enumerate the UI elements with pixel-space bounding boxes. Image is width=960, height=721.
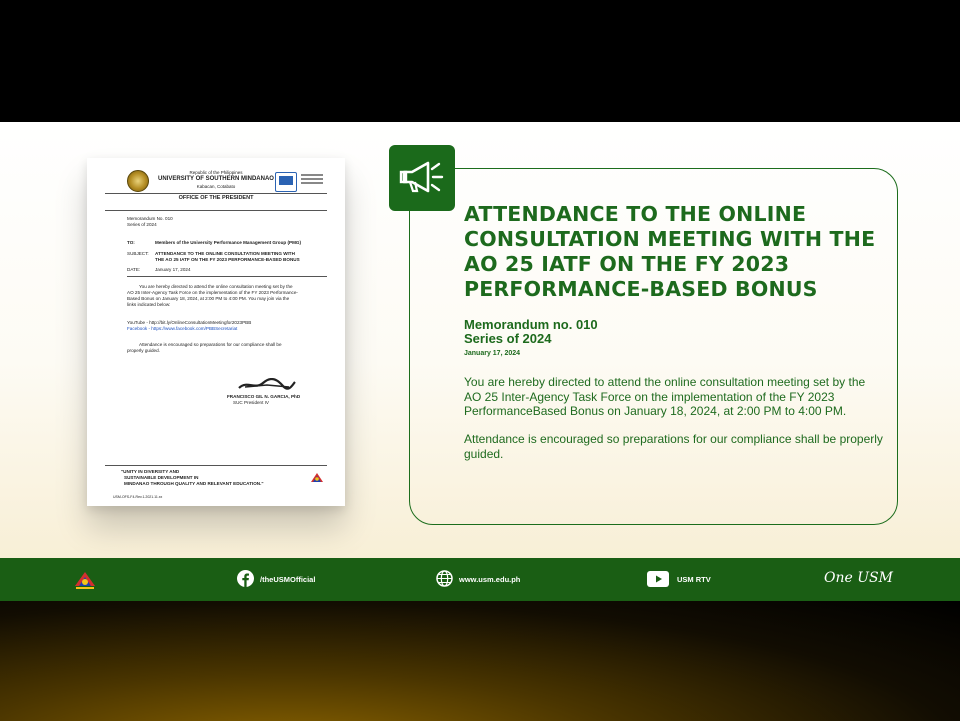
footer-facebook-link[interactable] (237, 558, 315, 601)
doc-form-code: USM-OFS-F4-Rev.1.2021.11.xx (113, 495, 163, 499)
megaphone-icon (398, 158, 446, 198)
doc-motto-2: SUSTAINABLE DEVELOPMENT IN (124, 475, 199, 480)
facebook-icon (237, 570, 254, 589)
announcement-badge (389, 145, 455, 211)
memo-date: January 17, 2024 (464, 350, 521, 357)
doc-motto-1: "UNITY IN DIVERSITY AND (121, 469, 180, 474)
doc-youtube-link: YouTube - http://bit.ly/OnlineConsultationMeetingfor2023PBB (127, 320, 252, 325)
doc-subject-line-2: THE AO 25 IATF ON THE FY 2023 PERFORMANCE-BASED BONUS (155, 257, 300, 262)
iso-text-lines (301, 174, 323, 186)
headline: ATTENDANCE TO THE ONLINE CONSULTATION MEETING WITH THE AO 25 IATF ON THE FY 2023 PERFORMANCE-BASED BONUS (464, 202, 876, 301)
doc-republic: Republic of the Philippines (189, 170, 243, 175)
doc-to-label: TO: (127, 240, 135, 245)
doc-divider (105, 210, 327, 211)
memorandum-document (87, 158, 345, 506)
doc-university: UNIVERSITY OF SOUTHERN MINDANAO (158, 176, 274, 182)
bagong-pilipinas-icon (309, 470, 325, 486)
doc-body-line-2: AO 25 Inter-Agency Task Force on the implementation of the FY 2023 Performance- (127, 290, 298, 295)
doc-body-line-1: You are hereby directed to attend the online consultation meeting set by the (139, 284, 293, 289)
doc-body-line-4: links indicated below: (127, 302, 171, 307)
youtube-icon (647, 571, 669, 589)
memo-series: Series of 2024 (464, 331, 552, 346)
doc-subject-line-1: ATTENDANCE TO THE ONLINE CONSULTATION MEETING WITH (155, 251, 295, 256)
doc-to-value: Members of the University Performance Management Group (PMG) (155, 240, 302, 245)
iso-certification-icon (275, 172, 297, 192)
signature-scribble (237, 378, 297, 392)
doc-signatory-title: SUC President IV (233, 400, 269, 405)
doc-location: Kabacan, Cotabato (196, 184, 236, 189)
doc-subject-label: SUBJECT: (127, 251, 149, 256)
bottom-gradient-band (0, 601, 960, 721)
globe-icon (436, 570, 453, 589)
memo-number: Memorandum no. 010 (464, 317, 598, 332)
doc-body-line-3: Based Bonus on January 18, 2024, at 2:00 PM to 4:00 PM. You may join via the (127, 296, 290, 301)
doc-series: Series of 2024 (127, 222, 157, 227)
doc-body-line-6: properly guided. (127, 348, 160, 353)
doc-divider (105, 465, 327, 466)
memo-paragraph-2: Attendance is encouraged so preparations for our compliance shall be properly guided. (464, 432, 883, 461)
doc-date-label: DATE: (127, 267, 141, 272)
memo-paragraph-1: You are hereby directed to attend the online consultation meeting set by the AO 25 Inter-Agency Task Force on the implementation of the FY 2023 PerformanceBased Bonus on January 18, 2024, at 2:00 PM to 4:00 PM. (464, 375, 866, 418)
doc-facebook-link: Facebook - https://www.facebook.com/PBBSecretariat (127, 326, 238, 331)
footer-youtube-link[interactable] (647, 558, 711, 601)
doc-divider (127, 276, 327, 277)
doc-body-line-5: Attendance is encouraged so preparations for our compliance shall be (139, 342, 282, 347)
footer-bar (0, 558, 960, 601)
footer-website-link[interactable] (436, 558, 520, 601)
doc-date-value: January 17, 2024 (155, 267, 191, 272)
website-url: www.usm.edu.ph (459, 575, 521, 584)
bagong-pilipinas-logo-icon (72, 569, 98, 591)
doc-signatory: FRANCISCO GIL N. GARCIA, PhD (227, 394, 301, 399)
one-usm-signature: One USM (824, 570, 893, 586)
doc-office: OFFICE OF THE PRESIDENT (178, 195, 254, 201)
footer-bagong-pilipinas (72, 558, 98, 601)
doc-divider (105, 193, 327, 194)
top-letterbox (0, 0, 960, 122)
doc-memo-no: Memorandum No. 010 (127, 216, 173, 221)
doc-motto-3: MINDANAO THROUGH QUALITY AND RELEVANT EDUCATION." (124, 481, 264, 486)
facebook-handle: /theUSMOfficial (260, 575, 316, 584)
youtube-channel: USM RTV (677, 575, 711, 584)
